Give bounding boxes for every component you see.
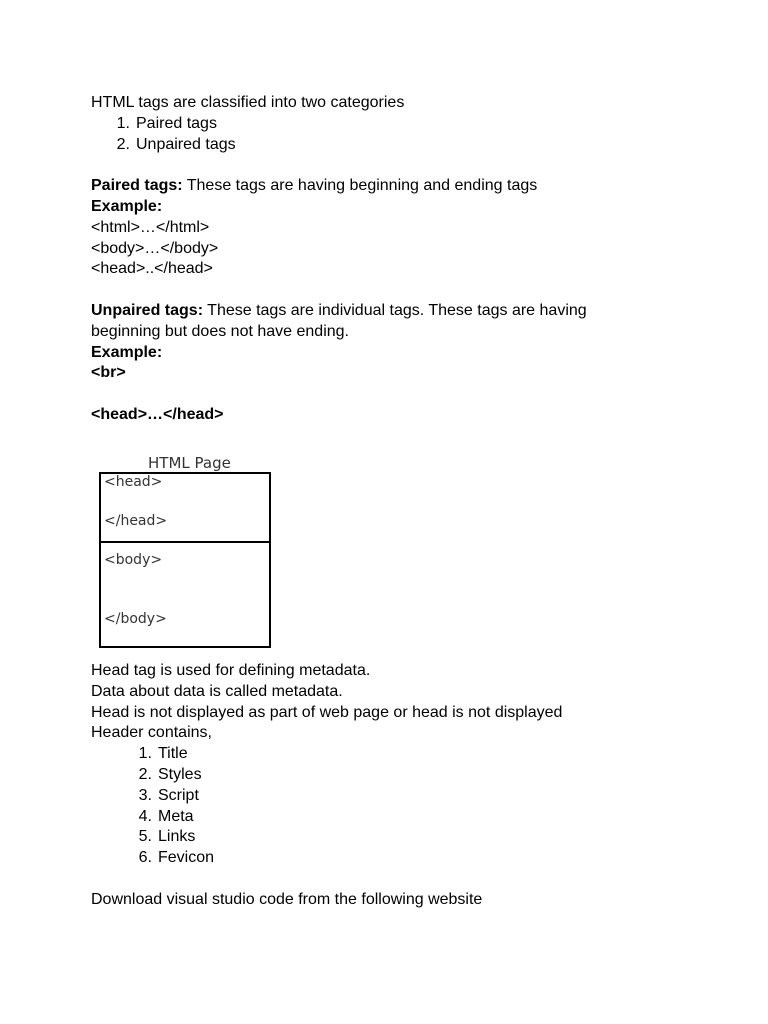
- list-item: 2. Styles: [138, 765, 202, 783]
- paired-example: <head>..</head>: [91, 260, 213, 278]
- head-heading: <head>…</head>: [91, 405, 224, 423]
- head-info-section: [91, 661, 691, 911]
- category-label: Paired tags: [136, 114, 217, 132]
- category-label: Unpaired tags: [136, 135, 236, 153]
- document-body: [91, 93, 691, 426]
- list-item: 2. Unpaired tags: [116, 135, 236, 153]
- info-line: Head tag is used for defining metadata.: [91, 662, 371, 679]
- list-item: 3. Script: [138, 786, 199, 804]
- paired-text: These tags are having beginning and ending tags: [182, 177, 538, 195]
- head-open-label: <head>: [104, 474, 163, 490]
- header-item: Title: [158, 745, 188, 763]
- unpaired-text: These tags are individual tags. These tags are having: [203, 301, 587, 319]
- head-close-label: </head>: [104, 513, 168, 529]
- paired-example: <body>…</body>: [91, 239, 219, 257]
- header-item: Styles: [158, 765, 202, 783]
- info-line: Header contains,: [91, 724, 212, 742]
- diagram-title: HTML Page: [148, 454, 231, 472]
- intro-text: HTML tags are classified into two categories: [91, 94, 405, 111]
- paired-label: Paired tags:: [91, 177, 183, 195]
- header-item: Script: [158, 786, 199, 804]
- info-line: Head is not displayed as part of web page or head is not displayed: [91, 703, 563, 721]
- list-item: 5. Links: [138, 828, 196, 846]
- list-item: 4. Meta: [138, 807, 194, 825]
- download-text: Download visual studio code from the following website: [91, 890, 483, 908]
- unpaired-example: <br>: [91, 364, 126, 382]
- html-page-diagram: [99, 452, 271, 648]
- paired-example: <html>…</html>: [91, 218, 210, 236]
- diagram-divider: [101, 541, 269, 543]
- list-item: 6. Fevicon: [138, 849, 215, 867]
- body-close-label: </body>: [104, 611, 167, 627]
- unpaired-definition: [91, 301, 691, 322]
- unpaired-label: Unpaired tags:: [91, 301, 204, 319]
- unpaired-example-label: Example:: [91, 343, 163, 361]
- unpaired-text-continued: beginning but does not have ending.: [91, 322, 349, 340]
- paired-definition: [91, 176, 691, 197]
- diagram-frame: [99, 472, 271, 648]
- header-item: Links: [158, 828, 196, 846]
- list-item: 1. Paired tags: [116, 114, 217, 132]
- list-item: 1. Title: [138, 745, 188, 763]
- body-open-label: <body>: [104, 552, 163, 568]
- info-line: Data about data is called metadata.: [91, 682, 343, 700]
- header-item: Fevicon: [158, 849, 215, 867]
- paired-example-label: Example:: [91, 197, 163, 215]
- header-item: Meta: [158, 807, 194, 825]
